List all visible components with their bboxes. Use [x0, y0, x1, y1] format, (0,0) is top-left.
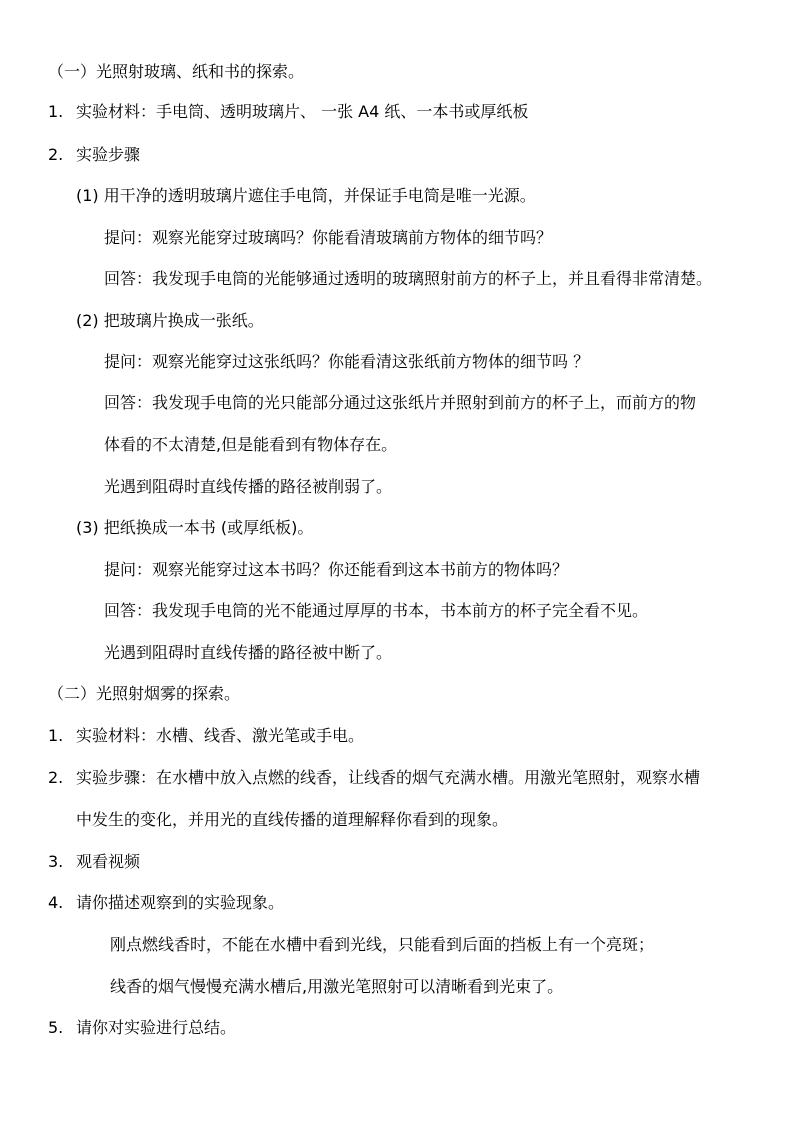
s2-item5-number: 5. [48, 1018, 64, 1037]
s2-item2-text-line1: 实验步骤：在水槽中放入点燃的线香，让线香的烟气充满水槽。用激光笔照射，观察水槽 [76, 768, 701, 787]
step3-question: 提问：观察光能穿过这本书吗？你还能看到这本书前方的物体吗？ [104, 560, 569, 579]
s2-item3-text: 观看视频 [76, 852, 141, 871]
step2-answer-line1: 回答：我发现手电筒的光只能部分通过这张纸片并照射到前方的杯子上，而前方的物 [104, 393, 697, 412]
step1-question: 提问：观察光能穿过玻璃吗？你能看清玻璃前方物体的细节吗？ [104, 228, 553, 247]
s2-item2-text-line2: 中发生的变化，并用光的直线传播的道理解释你看到的现象。 [76, 810, 509, 829]
s1-item2-text: 实验步骤 [76, 145, 141, 164]
s1-item1-number: 1. [48, 102, 64, 121]
section2-heading: （二）光照射烟雾的探索。 [48, 684, 241, 703]
observation-1: 刚点燃线香时，不能在水槽中看到光线，只能看到后面的挡板上有一个亮斑； [110, 935, 655, 954]
step2-conclusion: 光遇到阻碍时直线传播的路径被削弱了。 [104, 477, 393, 496]
s2-item4-text: 请你描述观察到的实验现象。 [76, 893, 285, 912]
s1-item2-number: 2. [48, 145, 64, 164]
s1-item1-text: 实验材料：手电筒、透明玻璃片、 一张 A4 纸、一本书或厚纸板 [76, 102, 529, 121]
step2-question: 提问：观察光能穿过这张纸吗？你能看清这张纸前方物体的细节吗 ？ [104, 352, 590, 371]
s2-item3-number: 3. [48, 852, 64, 871]
step1-answer: 回答：我发现手电筒的光能够通过透明的玻璃照射前方的杯子上，并且看得非常清楚。 [104, 269, 713, 288]
s2-item5-text: 请你对实验进行总结。 [76, 1018, 237, 1037]
s2-item2-number: 2. [48, 768, 64, 787]
step1-text: (1) 用干净的透明玻璃片遮住手电筒，并保证手电筒是唯一光源。 [76, 186, 536, 205]
step2-answer-line2: 体看的不太清楚,但是能看到有物体存在。 [104, 435, 398, 454]
section1-heading: （一）光照射玻璃、纸和书的探索。 [48, 62, 305, 81]
s2-item1-number: 1. [48, 726, 64, 745]
step2-text: (2) 把玻璃片换成一张纸。 [76, 311, 264, 330]
s2-item1-text: 实验材料：水槽、线香、激光笔或手电。 [76, 726, 365, 745]
step3-text: (3) 把纸换成一本书 (或厚纸板)。 [76, 518, 314, 537]
observation-2: 线香的烟气慢慢充满水槽后,用激光笔照射可以清晰看到光束了。 [110, 977, 564, 996]
step3-answer: 回答：我发现手电筒的光不能通过厚厚的书本，书本前方的杯子完全看不见。 [104, 601, 649, 620]
s2-item4-number: 4. [48, 893, 64, 912]
step3-conclusion: 光遇到阻碍时直线传播的路径被中断了。 [104, 643, 393, 662]
